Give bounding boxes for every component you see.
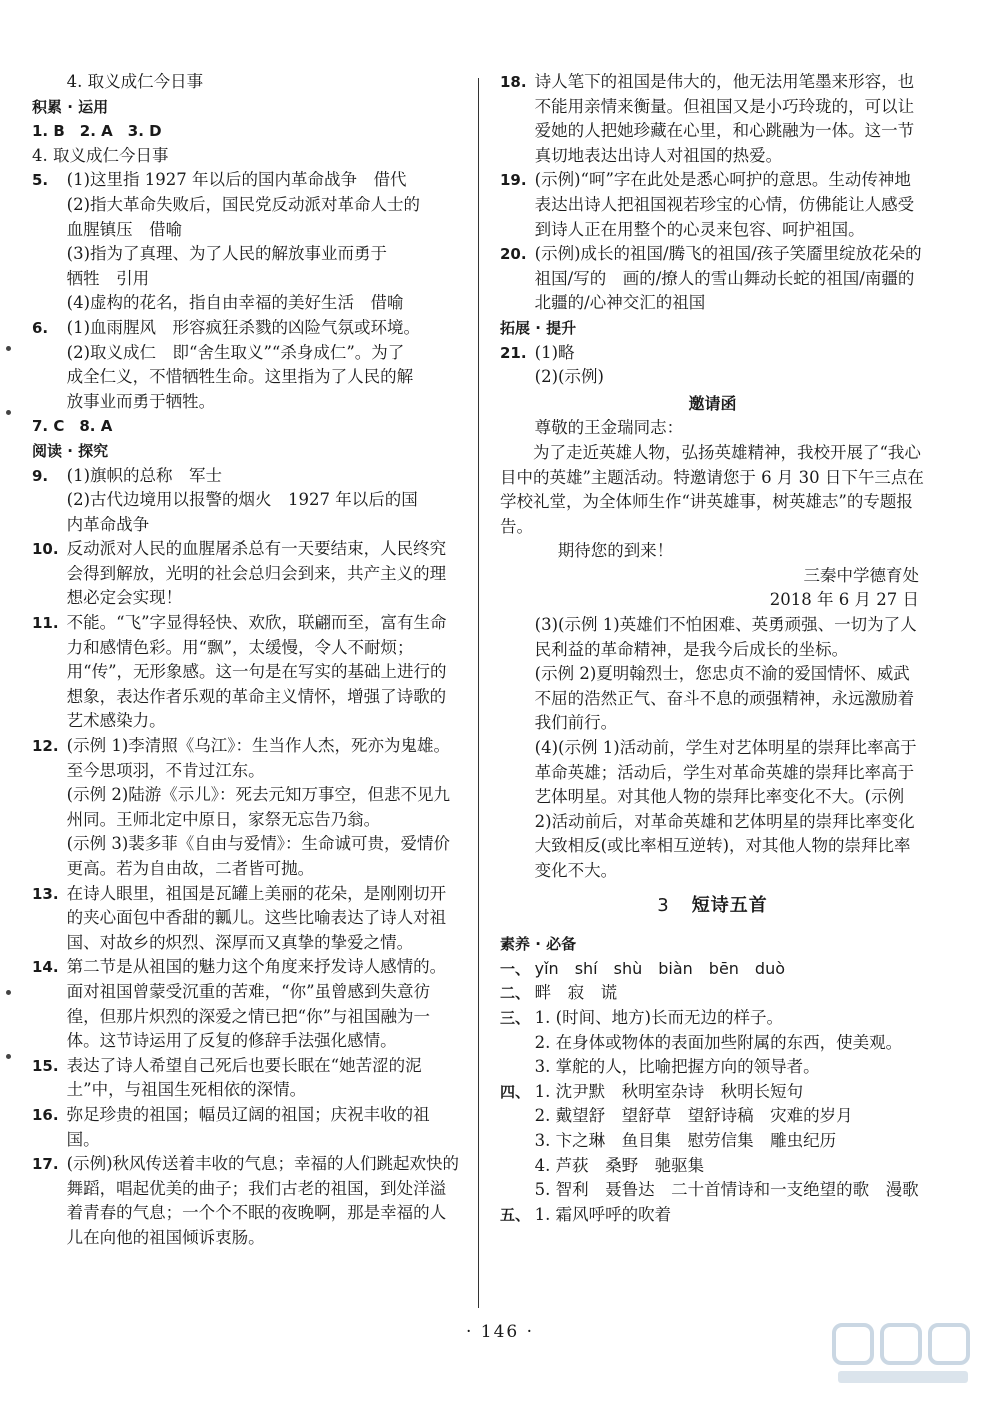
right-column xyxy=(500,70,931,1227)
answer-line: 放事业而勇于牺牲。 xyxy=(66,391,216,411)
answer-15: 15. 表达了诗人希望自己死后也要长眠在“她苦涩的泥土”中，与祖国生死相依的深情。 xyxy=(32,1054,462,1103)
answer-line: (4)虚构的花名，指自由幸福的美好生活 借喻 xyxy=(66,293,404,313)
pinyin-answers: yǐn shí shù biàn bēn duò xyxy=(534,958,786,978)
answer-text: (4)(示例 1)活动前，学生对艺体明星的崇拜比率高于革命英雄；活动后，学生对革命英雄的崇拜比率高于艺体明星。对其他人物的崇拜比率变化不大。(示例 2)活动前后，对革命英雄和艺体明星的崇拜比率变化大致相反(或比率相互逆转)，对其他人物的崇拜比率变化不大。 xyxy=(534,738,917,880)
section-heading: 素养 · 必备 xyxy=(500,935,577,954)
answer-line: 4. 芦荻 桑野 驰驱集 xyxy=(534,1155,705,1175)
answer-text: (示例)“呵”字在此处是悉心呵护的意思。生动传神地表达出诗人把祖国视若珍宝的心情，仿佛能让人感受到诗人正在用整个的心灵来包容、呵护祖国。 xyxy=(534,170,915,239)
margin-dot xyxy=(6,346,11,351)
answer-line: (1)血雨腥风 形容疯狂杀戮的凶险气氛或环境。 xyxy=(66,317,421,337)
answer-11: 11. 不能。“飞”字显得轻快、欢欣，联翩而至，富有生命力和感情色彩。用“飘”，太缓慢，令人不耐烦；用“传”，无形象感。这一句是在写实的基础上进行的想象，表达作者乐观的革命主义情怀，增强了诗歌的艺术感染力。 xyxy=(32,611,462,734)
part-5: 五、 1. 霜风呼呼的吹着 xyxy=(500,1203,925,1228)
answer-text: (示例 2)陆游《示儿》：死去元知万事空，但悲不见九州同。王师北定中原日，家祭无忘告乃翁。 xyxy=(66,785,451,829)
answer-line: (3)指为了真理、为了人民的解放事业而勇于 xyxy=(66,244,388,264)
answer-10: 10. 反动派对人民的血腥屠杀总有一天要结束，人民终究会得到解放，光明的社会总归会到来，共产主义的理想必定会实现！ xyxy=(32,537,462,611)
answer-text: 2. 在身体或物体的表面加些附属的东西，使美观。 xyxy=(534,1032,903,1052)
section-heading: 积累 · 运用 xyxy=(32,97,109,116)
answer-13: 13. 在诗人眼里，祖国是瓦罐上美丽的花朵，是刚刚切开的夹心面包中香甜的瓤儿。这些比喻表达了诗人对祖国、对故乡的炽烈、深厚而又真挚的挚爱之情。 xyxy=(32,882,462,956)
part-3: 三、 1. (时间、地方)长而无边的样子。 2. 在身体或物体的表面加些附属的东西，使美观。 3. 掌舵的人，比喻把握方向的领导者。 xyxy=(500,1006,925,1080)
answer-line: 1. 沈尹默 秋明室杂诗 秋明长短句 xyxy=(534,1081,804,1101)
answer-text: (3)(示例 1)英雄们不怕困难、英勇顽强、一切为了人民利益的革命精神，是我今后成长的坐标。 xyxy=(534,615,917,659)
section-heading: 阅读 · 探究 xyxy=(32,441,109,460)
answer-text: 弥足珍贵的祖国；幅员辽阔的祖国；庆祝丰收的祖国。 xyxy=(66,1104,430,1149)
answer-line: 1. B 2. A 3. D xyxy=(32,122,162,141)
column-divider xyxy=(478,78,479,1308)
answer-text: (示例)秋风传送着丰收的气息；幸福的人们跳起欢快的舞蹈，唱起优美的曲子；我们古老的祖国，到处洋溢着青春的气息；一个个不眠的夜晚啊，那是幸福的人儿在向他的祖国倾诉衷肠。 xyxy=(66,1154,460,1247)
answer-line: (2)取义成仁 即“舍生取义”“杀身成仁”。为了 xyxy=(66,342,405,362)
answer-6: 6. (1)血雨腥风 形容疯狂杀戮的凶险气氛或环境。 xyxy=(32,316,462,341)
margin-dot xyxy=(6,1054,11,1059)
letter-body: 为了走近英雄人物，弘扬英雄精神，我校开展了“我心目中的英雄”主题活动。特邀请您于 6 月 30 日下午三点在学校礼堂，为全体师生作“讲英雄事，树英雄志”的专题报告。 xyxy=(500,442,924,536)
letter-title: 邀请函 xyxy=(688,393,737,413)
answer-line: 2. 戴望舒 望舒草 望舒诗稿 灾难的岁月 xyxy=(534,1106,853,1126)
page-number: · 146 · xyxy=(465,1322,535,1342)
answer-line: 牺牲 引用 xyxy=(66,268,150,288)
letter-closing: 期待您的到来！ xyxy=(557,541,674,561)
answer-text: (示例 1)李清照《乌江》：生当作人杰，死亦为鬼雄。至今思项羽，不肯过江东。 xyxy=(66,736,451,780)
answer-9: 9. (1)旗帜的总称 军士 xyxy=(32,464,462,489)
answer-14: 14. 第二节是从祖国的魅力这个角度来抒发诗人感情的。面对祖国曾蒙受沉重的苦难，“你”虽曾感到失意彷徨，但那片炽烈的深爱之情已把“你”与祖国融为一体。这节诗运用了反复的修辞手法强化感情。 xyxy=(32,955,462,1053)
answer-text: (示例 3)裴多菲《自由与爱情》：生命诚可贵，爱情价更高。若为自由故，二者皆可抛。 xyxy=(66,834,451,878)
answer-18: 18. 诗人笔下的祖国是伟大的，他无法用笔墨来形容，也不能用亲情来衡量。但祖国又是小巧玲珑的，可以让爱她的人把她珍藏在心里，和心跳融为一体。这一节真切地表达出诗人对祖国的热爱。 xyxy=(500,70,925,168)
section-heading: 拓展 · 提升 xyxy=(500,318,577,337)
answer-text: 表达了诗人希望自己死后也要长眠在“她苦涩的泥土”中，与祖国生死相依的深情。 xyxy=(66,1055,422,1100)
answer-text: 第二节是从祖国的魅力这个角度来抒发诗人感情的。面对祖国曾蒙受沉重的苦难，“你”虽曾感到失意彷徨，但那片炽烈的深爱之情已把“你”与祖国融为一体。这节诗运用了反复的修辞手法强化感情。 xyxy=(66,957,447,1051)
answer-line: 7. C 8. A xyxy=(32,417,113,436)
answer-text: 不能。“飞”字显得轻快、欢欣，联翩而至，富有生命力和感情色彩。用“飘”，太缓慢，令人不耐烦；用“传”，无形象感。这一句是在写实的基础上进行的想象，表达作者乐观的革命主义情怀，增强了诗歌的艺术感染力。 xyxy=(66,613,447,731)
answer-20: 20. (示例)成长的祖国/腾飞的祖国/孩子笑靥里绽放花朵的祖国/写的 画的/撩人的雪山舞动长蛇的祖国/南疆的 北疆的/心神交汇的祖国 xyxy=(500,242,925,316)
answer-line: (1)略 xyxy=(534,342,575,362)
answer-line: 3. 卞之琳 鱼目集 慰劳信集 雕虫纪历 xyxy=(534,1130,837,1150)
part-1: 一、 yǐn shí shù biàn bēn duò xyxy=(500,957,925,982)
answer-text: 3. 掌舵的人，比喻把握方向的领导者。 xyxy=(534,1057,820,1077)
chapter-name: 短诗五首 xyxy=(691,894,768,916)
margin-dot xyxy=(6,990,11,995)
answer-12: 12. (示例 1)李清照《乌江》：生当作人杰，死亦为鬼雄。至今思项羽，不肯过江东。 (示例 2)陆游《示儿》：死去元知万事空，但悲不见九州同。王师北定中原日，家祭无忘告乃翁。 (示例 3)裴多菲《自由与爱情》：生命诚可贵，爱情价更高。若为自由故，二者皆可抛。 xyxy=(32,734,462,882)
part-4: 四、 1. 沈尹默 秋明室杂诗 秋明长短句 2. 戴望舒 望舒草 望舒诗稿 灾难的岁月 3. 卞之琳 鱼目集 慰劳信集 雕虫纪历 4. 芦荻 桑野 驰驱集 5. 智利 聂鲁达 二十首情诗和一支绝望的歌 漫歌 xyxy=(500,1080,925,1203)
answer-19: 19. (示例)“呵”字在此处是悉心呵护的意思。生动传神地表达出诗人把祖国视若珍宝的心情，仿佛能让人感受到诗人正在用整个的心灵来包容、呵护祖国。 xyxy=(500,168,925,242)
part-2: 二、 畔 寂 谎 xyxy=(500,981,925,1006)
answer-line: (1)这里指 1927 年以后的国内革命战争 借代 xyxy=(66,170,407,190)
answer-text: 诗人笔下的祖国是伟大的，他无法用笔墨来形容，也不能用亲情来衡量。但祖国又是小巧玲珑的，可以让爱她的人把她珍藏在心里，和心跳融为一体。这一节真切地表达出诗人对祖国的热爱。 xyxy=(534,72,915,165)
letter-sender: 三秦中学德育处 xyxy=(803,565,919,585)
answer-line: (1)旗帜的总称 军士 xyxy=(66,465,223,485)
left-column xyxy=(32,70,462,1251)
answer-line: 4. 取义成仁今日事 xyxy=(32,145,169,165)
letter-greeting: 尊敬的王金瑞同志： xyxy=(534,418,684,438)
answer-5: 5. (1)这里指 1927 年以后的国内革命战争 借代 xyxy=(32,168,462,193)
chapter-number: 3 xyxy=(657,894,670,916)
answer-line: (2)指大革命失败后，国民党反动派对革命人士的 xyxy=(66,194,421,214)
answer-text: 1. (时间、地方)长而无边的样子。 xyxy=(534,1007,784,1027)
answer-line: 内革命战争 xyxy=(66,514,150,534)
answer-21: 21. (1)略 xyxy=(500,341,925,366)
answer-17: 17. (示例)秋风传送着丰收的气息；幸福的人们跳起欢快的舞蹈，唱起优美的曲子；我们古老的祖国，到处洋溢着青春的气息；一个个不眠的夜晚啊，那是幸福的人儿在向他的祖国倾诉衷肠。 xyxy=(32,1152,462,1250)
answer-text: (示例 2)夏明翰烈士，您忠贞不渝的爱国情怀、威武不屈的浩然正气、奋斗不息的顽强精神，永远激励着我们前行。 xyxy=(534,664,915,733)
answer-line: 成全仁义，不惜牺牲生命。这里指为了人民的解 xyxy=(66,367,414,387)
answer-text: 反动派对人民的血腥屠杀总有一天要结束，人民终究会得到解放，光明的社会总归会到来，共产主义的理想必定会实现！ xyxy=(66,539,447,608)
margin-dot xyxy=(6,410,11,415)
answer-16: 16. 弥足珍贵的祖国；幅员辽阔的祖国；庆祝丰收的祖国。 xyxy=(32,1103,462,1152)
answer-line: (2)古代边境用以报警的烟火 1927 年以后的国 xyxy=(66,490,418,510)
answer-text: 在诗人眼里，祖国是瓦罐上美丽的花朵，是刚刚切开的夹心面包中香甜的瓤儿。这些比喻表达了诗人对祖国、对故乡的炽烈、深厚而又真挚的挚爱之情。 xyxy=(66,883,447,952)
letter-date: 2018 年 6 月 27 日 xyxy=(769,590,919,610)
answer-line: (2)(示例) xyxy=(534,367,604,387)
watermark-logo-icon xyxy=(830,1319,980,1389)
answer-line: 5. 智利 聂鲁达 二十首情诗和一支绝望的歌 漫歌 xyxy=(534,1180,919,1200)
answer-line: 血腥镇压 借喻 xyxy=(66,219,183,239)
answer-line: 畔 寂 谎 xyxy=(534,983,618,1003)
answer-text: (示例)成长的祖国/腾飞的祖国/孩子笑靥里绽放花朵的祖国/写的 画的/撩人的雪山舞动长蛇的祖国/南疆的 北疆的/心神交汇的祖国 xyxy=(534,244,931,313)
chapter-title xyxy=(500,894,925,919)
answer-line: 4. 取义成仁今日事 xyxy=(66,72,204,91)
answer-line: 1. 霜风呼呼的吹着 xyxy=(534,1204,672,1224)
